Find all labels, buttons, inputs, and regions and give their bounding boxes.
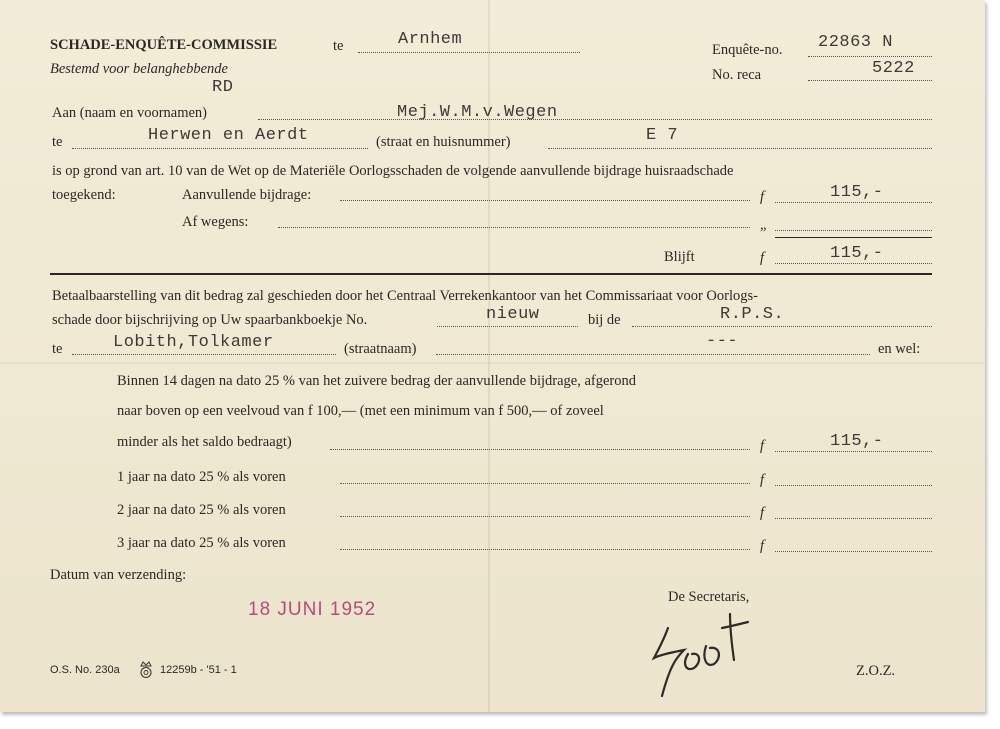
bank-dotted-line — [632, 326, 932, 327]
straatnaam-label: (straatnaam) — [344, 341, 417, 357]
secretary-signature — [648, 606, 758, 701]
bij-de-label: bij de — [588, 312, 621, 328]
payment-place-value: Lobith,Tolkamer — [113, 333, 274, 352]
subtitle: Bestemd voor belanghebbende — [50, 61, 228, 77]
form-number: O.S. No. 230a — [50, 664, 120, 676]
enquete-dotted-line — [808, 56, 932, 57]
payment-text-line2: schade door bijschrijving op Uw spaarbankboekje No. — [52, 312, 368, 328]
recipient-name-label: Aan (naam en voornamen) — [52, 105, 208, 121]
blijft-label: Blijft — [664, 249, 695, 265]
aanvullende-value: 115,- — [830, 183, 884, 202]
schedule-row-dotted-line — [340, 549, 750, 550]
recipient-street-dotted-line — [548, 148, 932, 149]
schedule-row-label: 2 jaar na dato 25 % als voren — [117, 502, 286, 518]
zoz-label: Z.O.Z. — [856, 663, 896, 679]
af-wegens-amount-line — [775, 230, 932, 231]
date-stamp: 18 JUNI 1952 — [248, 599, 377, 620]
schedule-text-line1: Binnen 14 dagen na dato 25 % van het zuivere bedrag der aanvullende bijdrage, afgerond — [117, 373, 636, 389]
city-te-label: te — [333, 38, 344, 54]
schedule-row-amount-line — [775, 485, 932, 486]
aanvullende-currency: f — [760, 189, 765, 205]
crown-seal-icon — [138, 660, 154, 680]
schedule-row-currency: f — [760, 538, 765, 554]
schedule-row-amount-line — [775, 518, 932, 519]
no-reca-value: 5222 — [872, 59, 915, 78]
schedule-row-label: 3 jaar na dato 25 % als voren — [117, 535, 286, 551]
enquete-value: 22863 N — [818, 33, 893, 52]
schedule-first-currency: f — [760, 438, 765, 454]
boekje-dotted-line — [437, 326, 578, 327]
aanvullende-label: Aanvullende bijdrage: — [182, 187, 312, 203]
fold-crease-horizontal — [0, 362, 985, 364]
payment-text-line1: Betaalbaarstelling van dit bedrag zal geschieden door het Centraal Verrekenkantoor van het Commissariaat voor Oorlogs- — [52, 288, 758, 304]
schedule-row-amount-line — [775, 551, 932, 552]
aanvullende-amount-line — [775, 202, 932, 203]
enquete-label: Enquête-no. — [712, 42, 783, 58]
schedule-first-value: 115,- — [830, 432, 884, 451]
print-code: 12259b - '51 - 1 — [160, 664, 237, 676]
schedule-text-line2: naar boven op een veelvoud van f 100,— (met een minimum van f 500,— of zoveel — [117, 403, 604, 419]
grant-text-line1: is op grond van art. 10 van de Wet op de Materiële Oorlogsschaden de volgende aanvullende bijdrage huisraadschade — [52, 163, 734, 179]
payment-place-dotted-line — [72, 354, 336, 355]
blijft-amount-line — [775, 263, 932, 264]
datum-label: Datum van verzending: — [50, 567, 187, 583]
recipient-name-value: Mej.W.M.v.Wegen — [397, 103, 558, 122]
schedule-row-label: 1 jaar na dato 25 % als voren — [117, 469, 286, 485]
recipient-street-value: E 7 — [646, 126, 679, 145]
en-wel-label: en wel: — [878, 341, 921, 357]
bank-value: R.P.S. — [720, 305, 785, 324]
straatnaam-value: --- — [706, 332, 739, 351]
secretaris-label: De Secretaris, — [668, 589, 750, 605]
recipient-place-value: Herwen en Aerdt — [148, 126, 309, 145]
recipient-name-dotted-line — [258, 119, 932, 120]
recipient-street-label: (straat en huisnummer) — [376, 134, 511, 150]
org-title: SCHADE-ENQUÊTE-COMMISSIE — [50, 37, 278, 53]
af-wegens-currency: „ — [760, 217, 767, 233]
schedule-first-amount-line — [775, 451, 932, 452]
schedule-first-dotted-line — [330, 449, 750, 450]
schedule-row-dotted-line — [340, 483, 750, 484]
no-reca-dotted-line — [808, 80, 932, 81]
payment-te-label: te — [52, 341, 63, 357]
section-divider — [50, 273, 932, 275]
blijft-value: 115,- — [830, 244, 884, 263]
schedule-row-dotted-line — [340, 516, 750, 517]
no-reca-label: No. reca — [712, 67, 762, 83]
aanvullende-dotted-line — [340, 200, 750, 201]
boekje-value: nieuw — [486, 305, 540, 324]
af-wegens-dotted-line — [278, 227, 750, 228]
subtotal-rule — [775, 237, 932, 238]
blijft-currency: f — [760, 250, 765, 266]
recipient-place-dotted-line — [72, 148, 368, 149]
city-dotted-line — [358, 52, 580, 53]
city-value: Arnhem — [398, 30, 463, 49]
grant-text-line2: toegekend: — [52, 187, 116, 203]
af-wegens-label: Af wegens: — [182, 214, 249, 230]
rd-mark: RD — [212, 78, 234, 97]
schedule-row-currency: f — [760, 472, 765, 488]
straatnaam-dotted-line — [436, 354, 870, 355]
schedule-text-line3: minder als het saldo bedraagt) — [117, 434, 292, 450]
schedule-row-currency: f — [760, 505, 765, 521]
recipient-te-label: te — [52, 134, 63, 150]
